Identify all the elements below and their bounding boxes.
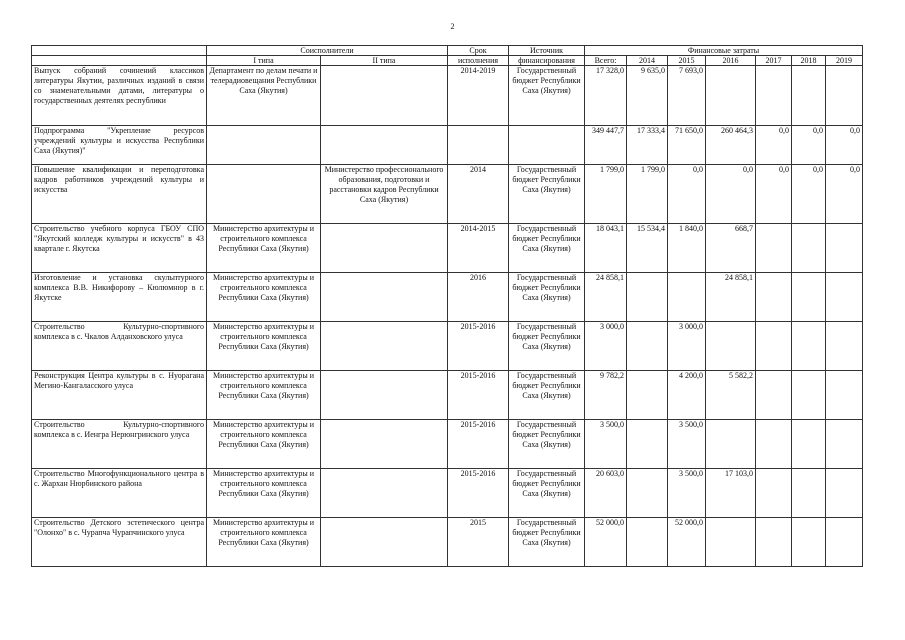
- row-executor-type2-cell: [321, 126, 448, 165]
- row-2014-cell: [627, 371, 668, 420]
- row-2015-cell: 1 840,0: [668, 224, 706, 273]
- header-financial: Финансовые затраты: [585, 46, 863, 56]
- row-2016-cell: [706, 420, 756, 469]
- row-executor-type1-cell: Министерство архитектуры и строительного комплекса Республики Саха (Якутия): [207, 273, 321, 322]
- row-executor-type1-cell: [207, 126, 321, 165]
- row-term-cell: 2015-2016: [448, 469, 509, 518]
- row-name-cell: Строительство Многофункционального центра в с. Жархан Нюрбинского района: [32, 469, 207, 518]
- row-2017-cell: [756, 273, 792, 322]
- row-total-cell: 9 782,2: [585, 371, 627, 420]
- row-source-cell: Государственный бюджет Республики Саха (Якутия): [509, 420, 585, 469]
- row-total-cell: 52 000,0: [585, 518, 627, 567]
- row-2016-cell: [706, 66, 756, 126]
- row-term-cell: [448, 126, 509, 165]
- row-2017-cell: [756, 66, 792, 126]
- row-2016-cell: 5 582,2: [706, 371, 756, 420]
- row-name-cell: Повышение квалификации и переподготовка кадров работников учреждений культуры и искусства: [32, 165, 207, 224]
- page-number: 2: [450, 22, 455, 31]
- table-row: [32, 469, 863, 518]
- row-name-cell: Подпрограмма "Укрепление ресурсов учреждений культуры и искусства Республики Саха (Якутия)": [32, 126, 207, 165]
- row-term-cell: 2015-2016: [448, 322, 509, 371]
- row-2018-cell: [792, 224, 826, 273]
- row-2015-cell: 3 500,0: [668, 420, 706, 469]
- table-row: [32, 371, 863, 420]
- row-2014-cell: [627, 518, 668, 567]
- row-2019-cell: [826, 420, 863, 469]
- row-name-cell: Строительство Культурно-спортивного комплекса в с. Чкалов Алданховского улуса: [32, 322, 207, 371]
- row-2015-cell: 7 693,0: [668, 66, 706, 126]
- row-executor-type2-cell: [321, 322, 448, 371]
- row-executor-type1-cell: Министерство архитектуры и строительного комплекса Республики Саха (Якутия): [207, 371, 321, 420]
- header-year-2016: 2016: [706, 56, 756, 66]
- row-2018-cell: 0,0: [792, 165, 826, 224]
- row-2017-cell: [756, 469, 792, 518]
- row-source-cell: [509, 126, 585, 165]
- row-2017-cell: [756, 518, 792, 567]
- row-name-cell: Строительство учебного корпуса ГБОУ СПО "Якутский колледж культуры и искусств" в 43 квартале г. Якутска: [32, 224, 207, 273]
- row-2018-cell: [792, 322, 826, 371]
- row-name-cell: Строительство Культурно-спортивного комплекса в с. Иенгра Нерюнгринского улуса: [32, 420, 207, 469]
- row-2017-cell: 0,0: [756, 165, 792, 224]
- table-row: [32, 273, 863, 322]
- row-2015-cell: [668, 273, 706, 322]
- row-source-cell: Государственный бюджет Республики Саха (Якутия): [509, 66, 585, 126]
- row-total-cell: 17 328,0: [585, 66, 627, 126]
- row-term-cell: 2014: [448, 165, 509, 224]
- row-executor-type2-cell: Министерство профессионального образования, подготовки и расстановки кадров Республики Саха (Якутия): [321, 165, 448, 224]
- row-executor-type1-cell: Министерство архитектуры и строительного комплекса Республики Саха (Якутия): [207, 420, 321, 469]
- header-year-2018: 2018: [792, 56, 826, 66]
- row-2019-cell: [826, 224, 863, 273]
- row-term-cell: 2016: [448, 273, 509, 322]
- row-executor-type2-cell: [321, 224, 448, 273]
- header-source-line1: Источник: [509, 46, 585, 56]
- row-2016-cell: [706, 518, 756, 567]
- row-executor-type2-cell: [321, 66, 448, 126]
- row-source-cell: Государственный бюджет Республики Саха (Якутия): [509, 469, 585, 518]
- row-2014-cell: [627, 420, 668, 469]
- row-2019-cell: 0,0: [826, 165, 863, 224]
- header-year-2017: 2017: [756, 56, 792, 66]
- row-term-cell: 2015: [448, 518, 509, 567]
- row-2016-cell: [706, 322, 756, 371]
- row-2018-cell: [792, 66, 826, 126]
- row-2015-cell: 0,0: [668, 165, 706, 224]
- row-2014-cell: [627, 469, 668, 518]
- row-2018-cell: [792, 518, 826, 567]
- row-2014-cell: [627, 273, 668, 322]
- row-2017-cell: [756, 371, 792, 420]
- row-2014-cell: 9 635,0: [627, 66, 668, 126]
- header-term-line1: Срок: [448, 46, 509, 56]
- row-2016-cell: 17 103,0: [706, 469, 756, 518]
- row-2016-cell: 260 464,3: [706, 126, 756, 165]
- row-2019-cell: [826, 322, 863, 371]
- header-empty: [32, 46, 207, 56]
- header-year-2019: 2019: [826, 56, 863, 66]
- row-2014-cell: 15 534,4: [627, 224, 668, 273]
- table-row: [32, 165, 863, 224]
- row-2019-cell: [826, 371, 863, 420]
- table-row: [32, 66, 863, 126]
- row-source-cell: Государственный бюджет Республики Саха (Якутия): [509, 322, 585, 371]
- row-2014-cell: 17 333,4: [627, 126, 668, 165]
- row-total-cell: 3 000,0: [585, 322, 627, 371]
- row-2019-cell: [826, 518, 863, 567]
- financing-table: [31, 45, 863, 567]
- row-total-cell: 349 447,7: [585, 126, 627, 165]
- row-term-cell: 2015-2016: [448, 420, 509, 469]
- header-coexecutors: Соисполнители: [207, 46, 448, 56]
- header-total: Всего:: [585, 56, 627, 66]
- row-2019-cell: [826, 273, 863, 322]
- row-2015-cell: 3 500,0: [668, 469, 706, 518]
- row-executor-type1-cell: Министерство архитектуры и строительного комплекса Республики Саха (Якутия): [207, 224, 321, 273]
- row-2014-cell: [627, 322, 668, 371]
- row-2016-cell: 668,7: [706, 224, 756, 273]
- row-total-cell: 1 799,0: [585, 165, 627, 224]
- row-executor-type2-cell: [321, 273, 448, 322]
- table-row: [32, 420, 863, 469]
- row-2015-cell: 52 000,0: [668, 518, 706, 567]
- row-2015-cell: 3 000,0: [668, 322, 706, 371]
- row-2019-cell: [826, 469, 863, 518]
- row-total-cell: 20 603,0: [585, 469, 627, 518]
- row-executor-type1-cell: Департамент по делам печати и телерадиовещания Республики Саха (Якутия): [207, 66, 321, 126]
- row-name-cell: Реконструкция Центра культуры в с. Нуорагана Мегино-Кангаласского улуса: [32, 371, 207, 420]
- row-source-cell: Государственный бюджет Республики Саха (Якутия): [509, 371, 585, 420]
- row-term-cell: 2014-2015: [448, 224, 509, 273]
- table-row: [32, 224, 863, 273]
- header-type1: I типа: [207, 56, 321, 66]
- row-2018-cell: [792, 273, 826, 322]
- row-source-cell: Государственный бюджет Республики Саха (Якутия): [509, 165, 585, 224]
- row-2016-cell: 0,0: [706, 165, 756, 224]
- table-row: [32, 126, 863, 165]
- row-2018-cell: [792, 420, 826, 469]
- row-executor-type2-cell: [321, 371, 448, 420]
- row-source-cell: Государственный бюджет Республики Саха (Якутия): [509, 273, 585, 322]
- row-term-cell: 2014-2019: [448, 66, 509, 126]
- table-row: [32, 518, 863, 567]
- row-2017-cell: [756, 224, 792, 273]
- row-executor-type1-cell: [207, 165, 321, 224]
- row-2017-cell: [756, 420, 792, 469]
- row-2019-cell: [826, 66, 863, 126]
- row-executor-type1-cell: Министерство архитектуры и строительного комплекса Республики Саха (Якутия): [207, 518, 321, 567]
- row-2018-cell: [792, 469, 826, 518]
- row-name-cell: Строительство Детского эстетического центра "Олонхо" в с. Чурапча Чурапчинского улуса: [32, 518, 207, 567]
- row-2018-cell: [792, 371, 826, 420]
- row-source-cell: Государственный бюджет Республики Саха (Якутия): [509, 518, 585, 567]
- header-source-line2: финансирования: [509, 56, 585, 66]
- row-total-cell: 18 043,1: [585, 224, 627, 273]
- row-name-cell: Выпуск собраний сочинений классиков литературы Якутии, различных изданий в связи со знаменательными датами, литературы о государственных деятелях республики: [32, 66, 207, 126]
- header-type2: II типа: [321, 56, 448, 66]
- row-total-cell: 24 858,1: [585, 273, 627, 322]
- header-term-line2: исполнения: [448, 56, 509, 66]
- row-total-cell: 3 500,0: [585, 420, 627, 469]
- row-executor-type1-cell: Министерство архитектуры и строительного комплекса Республики Саха (Якутия): [207, 469, 321, 518]
- row-source-cell: Государственный бюджет Республики Саха (Якутия): [509, 224, 585, 273]
- row-name-cell: Изготовление и установка скульптурного комплекса В.В. Никифорову – Кюлюмнюр в г. Якутске: [32, 273, 207, 322]
- header-row-2: [32, 56, 863, 66]
- row-2017-cell: 0,0: [756, 126, 792, 165]
- row-2014-cell: 1 799,0: [627, 165, 668, 224]
- row-2019-cell: 0,0: [826, 126, 863, 165]
- row-executor-type2-cell: [321, 518, 448, 567]
- row-2016-cell: 24 858,1: [706, 273, 756, 322]
- table-body: [32, 66, 863, 567]
- row-2017-cell: [756, 322, 792, 371]
- row-2015-cell: 71 650,0: [668, 126, 706, 165]
- row-2015-cell: 4 200,0: [668, 371, 706, 420]
- header-row-1: [32, 46, 863, 56]
- row-executor-type2-cell: [321, 420, 448, 469]
- table-row: [32, 322, 863, 371]
- row-executor-type2-cell: [321, 469, 448, 518]
- header-empty-2: [32, 56, 207, 66]
- header-year-2014: 2014: [627, 56, 668, 66]
- row-2018-cell: 0,0: [792, 126, 826, 165]
- row-term-cell: 2015-2016: [448, 371, 509, 420]
- row-executor-type1-cell: Министерство архитектуры и строительного комплекса Республики Саха (Якутия): [207, 322, 321, 371]
- header-year-2015: 2015: [668, 56, 706, 66]
